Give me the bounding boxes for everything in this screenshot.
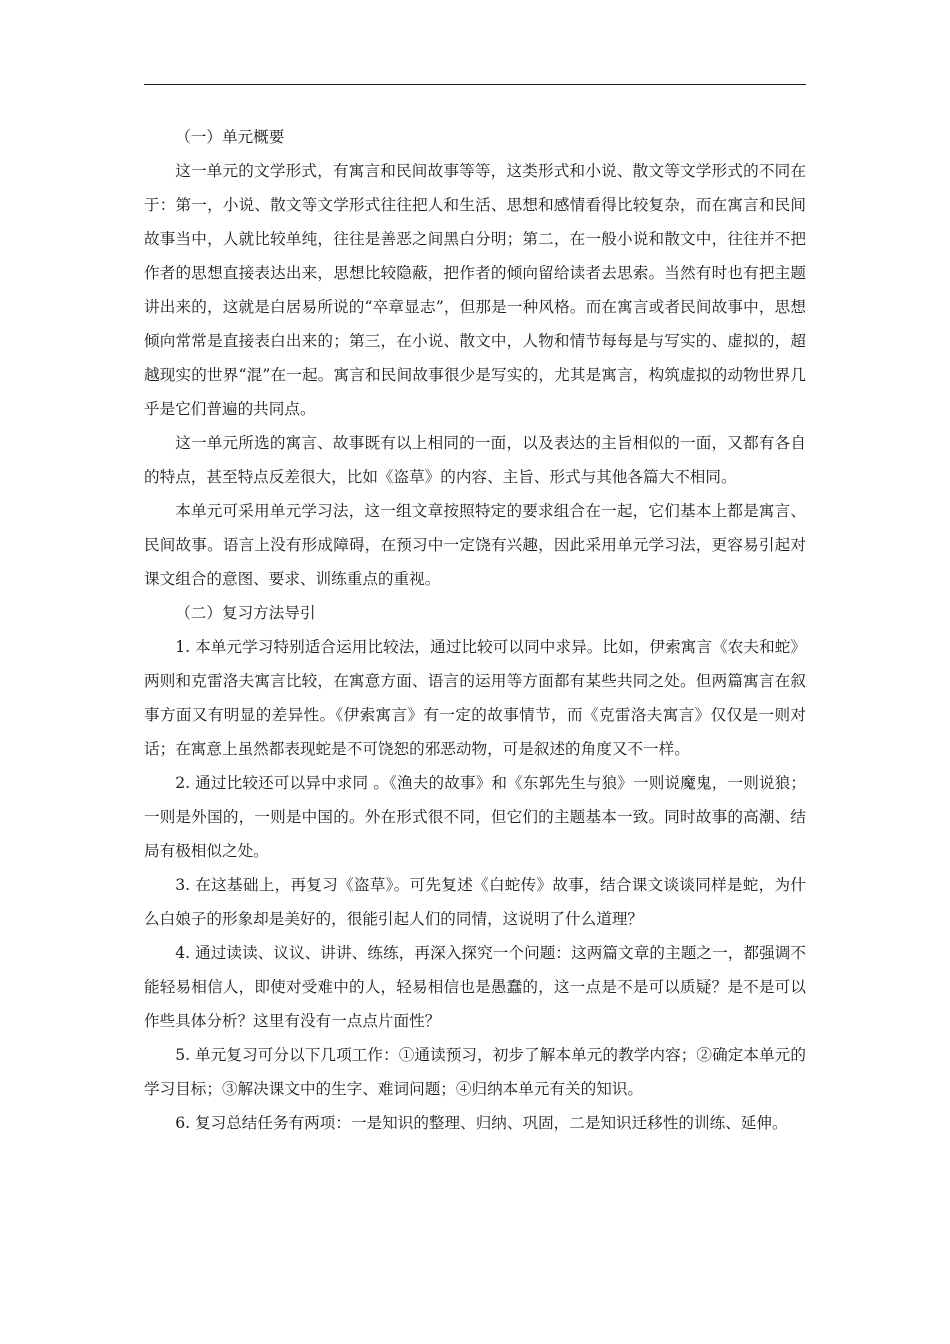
list-item: 2. 通过比较还可以异中求同 。《渔夫的故事》和《东郭先生与狼》一则说魔鬼，一则说狼；一则是外国的，一则是中国的。外在形式很不同，但它们的主题基本一致。同时故事的高潮、结局有极相似之处。 <box>144 774 806 860</box>
paragraph: 这一单元的文学形式，有寓言和民间故事等等，这类形式和小说、散文等文学形式的不同在于：第一，小说、散文等文学形式往往把人和生活、思想和感情看得比较复杂，而在寓言和民间故事当中，人就比较单纯，往往是善恶之间黑白分明；第二，在一般小说和散文中，往往并不把作者的思想直接表达出来，思想比较隐蔽，把作者的倾向留给读者去思索。当然有时也有把主题讲出来的，这就是白居易所说的“卒章显志”，但那是一种风格。而在寓言或者民间故事中，思想倾向常常是直接表白出来的；第三，在小说、散文中，人物和情节每每是与写实的、虚拟的，超越现实的世界“混”在一起。寓言和民间故事很少是写实的，尤其是寓言，构筑虚拟的动物世界几乎是它们普遍的共同点。 <box>144 162 806 418</box>
paragraph: 本单元可采用单元学习法，这一组文章按照特定的要求组合在一起，它们基本上都是寓言、民间故事。语言上没有形成障碍，在预习中一定饶有兴趣，因此采用单元学习法，更容易引起对课文组合的意图、要求、训练重点的重视。 <box>144 502 806 588</box>
list-item: 5. 单元复习可分以下几项工作：①通读预习，初步了解本单元的教学内容；②确定本单元的学习目标；③解决课文中的生字、难词问题；④归纳本单元有关的知识。 <box>144 1046 806 1098</box>
section-heading-overview: （一）单元概要 <box>175 128 285 146</box>
list-item: 1. 本单元学习特别适合运用比较法，通过比较可以同中求异。比如，伊索寓言《农夫和蛇》两则和克雷洛夫寓言比较，在寓意方面、语言的运用等方面都有某些共同之处。但两篇寓言在叙事方面又有明显的差异性。《伊索寓言》有一定的故事情节，而《克雷洛夫寓言》仅仅是一则对话；在寓意上虽然都表现蛇是不可饶恕的邪恶动物，可是叙述的角度又不一样。 <box>144 638 806 758</box>
paragraph: 这一单元所选的寓言、故事既有以上相同的一面，以及表达的主旨相似的一面，又都有各自的特点，甚至特点反差很大，比如《盗草》的内容、主旨、形式与其他各篇大不相同。 <box>144 434 806 486</box>
document-body <box>144 120 806 1140</box>
list-item: 6. 复习总结任务有两项：一是知识的整理、归纳、巩固，二是知识迁移性的训练、延伸。 <box>175 1114 788 1132</box>
section-heading-review-guide: （二）复习方法导引 <box>175 604 316 622</box>
list-item: 3. 在这基础上，再复习《盗草》。可先复述《白蛇传》故事，结合课文谈谈同样是蛇，为什么白娘子的形象却是美好的，很能引起人们的同情，这说明了什么道理？ <box>144 876 806 928</box>
header-rule <box>144 84 806 85</box>
list-item: 4. 通过读读、议议、讲讲、练练，再深入探究一个问题：这两篇文章的主题之一，都强调不能轻易相信人，即使对受难中的人，轻易相信也是愚蠢的，这一点是不是可以质疑？是不是可以作些具体分析？这里有没有一点点片面性？ <box>144 944 806 1030</box>
